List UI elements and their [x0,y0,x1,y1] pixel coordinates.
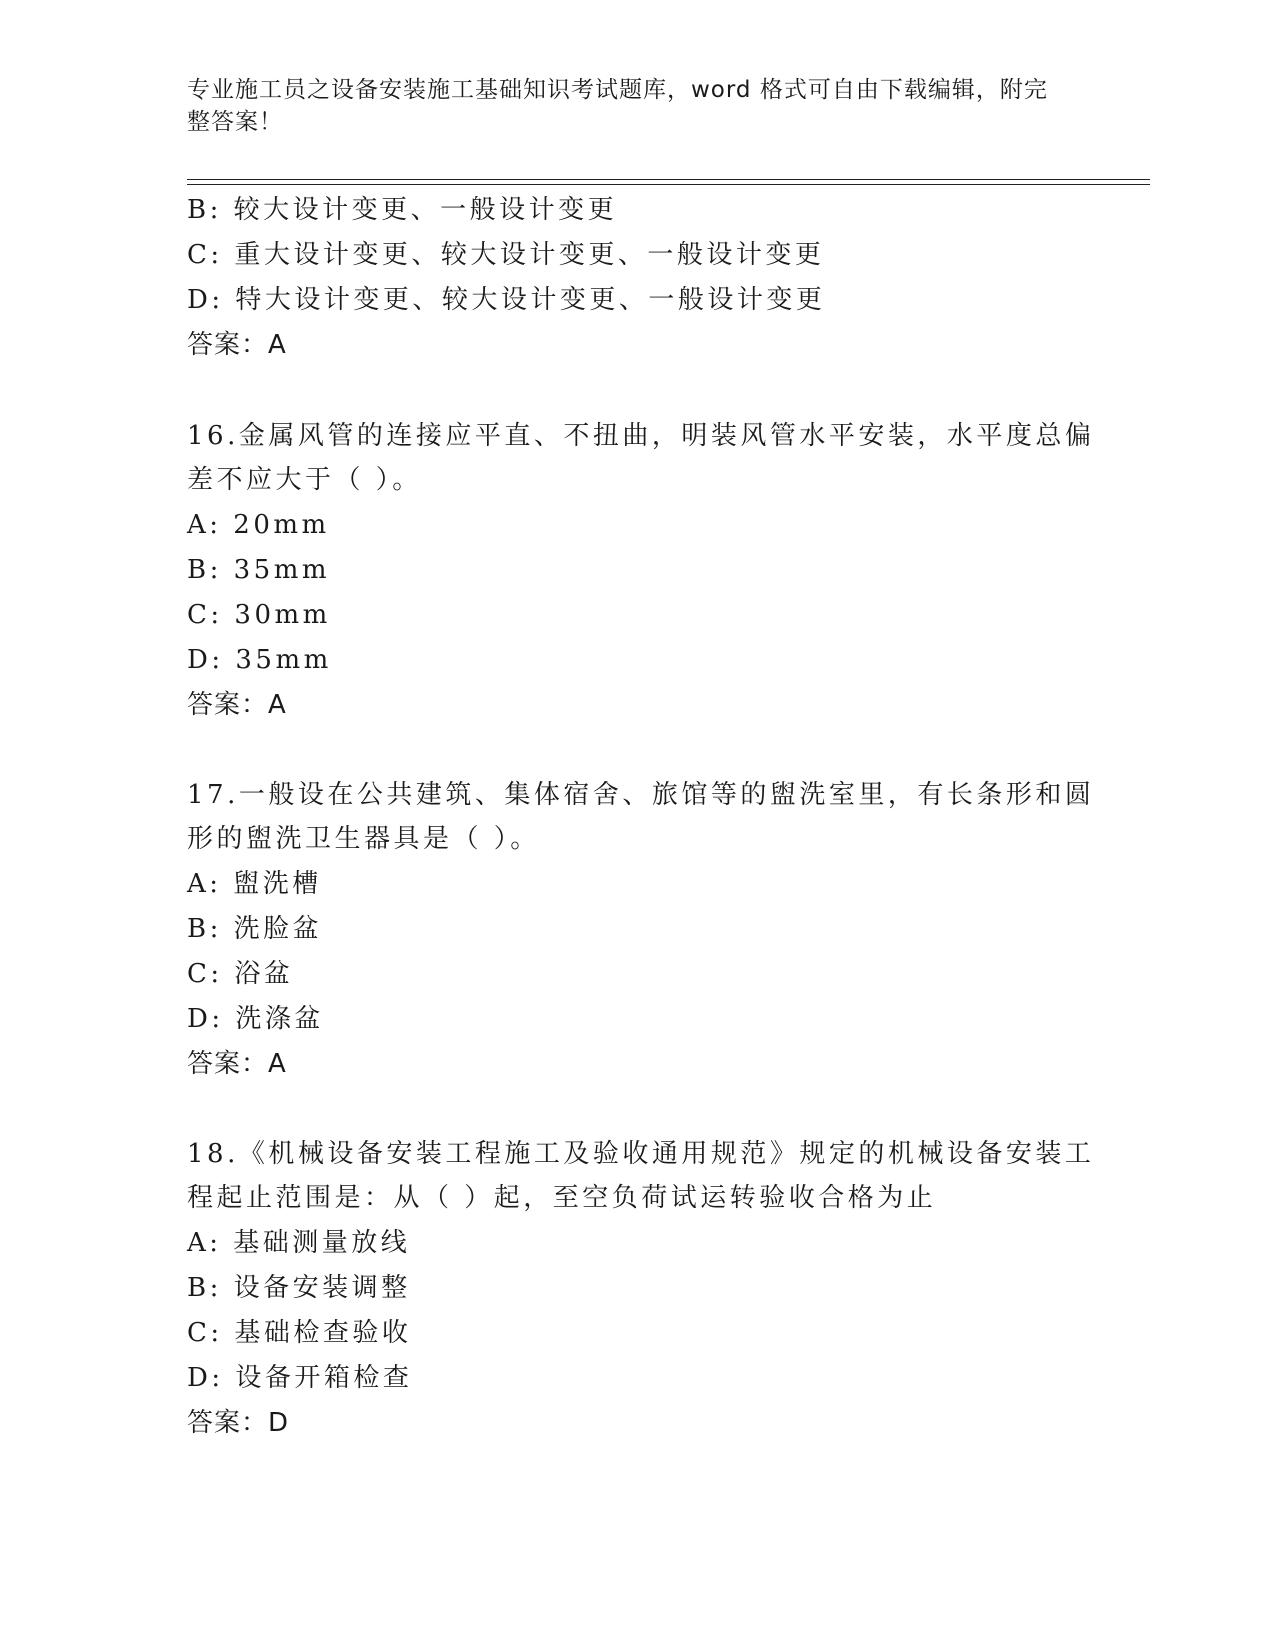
q16-option-d: D: 35mm [187,645,332,675]
q18-stem-line-1: 18.《机械设备安装工程施工及验收通用规范》规定的机械设备安装工 [187,1139,1095,1169]
q17-option-d: D: 洗涤盆 [187,1004,324,1034]
q17-stem-line-2: 形的盥洗卫生器具是（ ）。 [187,824,540,854]
q16-option-b: B: 35mm [187,555,331,585]
q16-stem-line-1: 16.金属风管的连接应平直、不扭曲，明装风管水平安装，水平度总偏 [187,421,1095,451]
q16-stem-line-2: 差不应大于（ ）。 [187,465,422,495]
q18-option-b: B: 设备安装调整 [187,1273,411,1303]
q16-option-a: A: 20mm [187,510,330,540]
document-header: 专业施工员之设备安装施工基础知识考试题库，word 格式可自由下载编辑，附完整答案！ [187,77,1048,135]
q18-answer: 答案：D [187,1408,290,1438]
q17-option-b: B: 洗脸盆 [187,914,323,944]
q16-option-c: C: 30mm [187,600,331,630]
q15-option-d: D: 特大设计变更、较大设计变更、一般设计变更 [187,285,826,315]
q18-option-a: A: 基础测量放线 [187,1228,411,1258]
q18-option-c: C: 基础检查验收 [187,1318,412,1348]
q16-answer: 答案：A [187,690,287,720]
q17-answer: 答案：A [187,1049,287,1079]
q15-option-b: B: 较大设计变更、一般设计变更 [187,195,618,225]
header-divider-bottom [187,184,1150,185]
q15-option-c: C: 重大设计变更、较大设计变更、一般设计变更 [187,240,825,270]
q18-stem-line-2: 程起止范围是：从（ ）起，至空负荷试运转验收合格为止 [187,1183,937,1213]
q15-answer: 答案：A [187,330,287,360]
q18-option-d: D: 设备开箱检查 [187,1363,413,1393]
q17-option-a: A: 盥洗槽 [187,869,322,899]
header-divider-top [187,179,1150,180]
q17-option-c: C: 浴盆 [187,959,294,989]
q17-stem-line-1: 17.一般设在公共建筑、集体宿舍、旅馆等的盥洗室里，有长条形和圆 [187,780,1095,810]
